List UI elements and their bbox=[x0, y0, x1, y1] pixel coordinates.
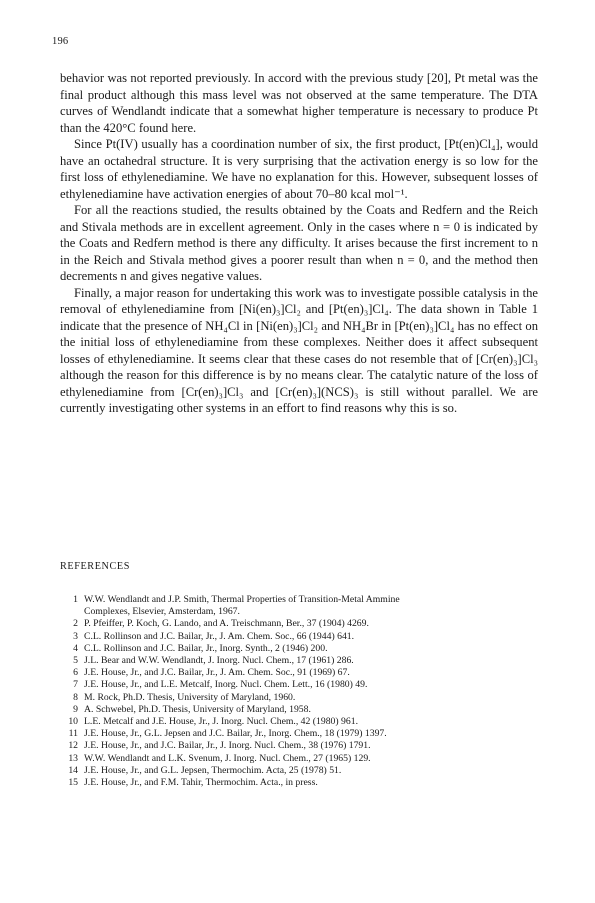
reference-item bbox=[58, 692, 540, 704]
reference-text: J.E. House, Jr., and J.C. Bailar, Jr., J. Inorg. Nucl. Chem., 38 (1976) 1791. bbox=[84, 740, 371, 752]
reference-number: 13 bbox=[68, 752, 78, 764]
reference-item bbox=[58, 777, 540, 789]
reference-text: W.W. Wendlandt and L.K. Svenum, J. Inorg. Nucl. Chem., 27 (1965) 129. bbox=[84, 752, 371, 764]
reference-number: 5 bbox=[73, 655, 78, 667]
reference-item bbox=[58, 679, 540, 691]
reference-item bbox=[58, 631, 540, 643]
reference-number: 3 bbox=[73, 630, 78, 642]
reference-item bbox=[58, 728, 540, 740]
reference-item bbox=[58, 704, 540, 716]
reference-text bbox=[84, 594, 540, 618]
paragraph: Since Pt(IV) usually has a coordination number of six, the first product, [Pt(en)Cl₄], would have an octahedral structure. It is very surprising that the activation energy is so low for the first loss of ethylenediamine. We have no explanation for this. However, subsequent losses of ethylenediamine have activation energies of about 70–80 kcal mol⁻¹. bbox=[60, 137, 538, 201]
reference-line: Complexes, Elsevier, Amsterdam, 1967. bbox=[84, 606, 240, 618]
reference-number: 2 bbox=[73, 618, 78, 630]
reference-text: A. Schwebel, Ph.D. Thesis, University of Maryland, 1958. bbox=[84, 703, 311, 715]
reference-list bbox=[58, 594, 540, 789]
references-heading: REFERENCES bbox=[60, 561, 130, 572]
reference-item bbox=[58, 740, 540, 752]
reference-number: 8 bbox=[73, 691, 78, 703]
reference-item bbox=[58, 594, 540, 618]
reference-item bbox=[58, 667, 540, 679]
reference-text: L.E. Metcalf and J.E. House, Jr., J. Inorg. Nucl. Chem., 42 (1980) 961. bbox=[84, 716, 358, 728]
reference-text: J.E. House, Jr., G.L. Jepsen and J.C. Bailar, Jr., Inorg. Chem., 18 (1979) 1397. bbox=[84, 728, 387, 740]
reference-text: C.L. Rollinson and J.C. Bailar, Jr., Inorg. Synth., 2 (1946) 200. bbox=[84, 642, 328, 654]
paragraph: Finally, a major reason for undertaking this work was to investigate possible catalysis in the removal of ethylenediamine from [Ni(en)₃]Cl₂ and [Pt(en)₃]Cl₄. The data shown in Table 1 indicate that the presence of NH₄Cl in [Ni(en)₃]Cl₂ and NH₄Br in [Pt(en)₃]Cl₄ has no effect on the initial loss of ethylenediamine from these complexes. Neither does it affect subsequent losses of ethylenediamine. It seems clear that these cases do not resemble that of [Cr(en)₃]Cl₃ although the reason for this difference is by no means clear. The catalytic nature of the loss of ethylenediamine from [Cr(en)₃]Cl₃ and [Cr(en)₃](NCS)₃ is still without parallel. We are currently investigating other systems in an effort to find reasons why this is so. bbox=[60, 285, 538, 415]
reference-item bbox=[58, 765, 540, 777]
reference-item bbox=[58, 643, 540, 655]
reference-text: J.E. House, Jr., and L.E. Metcalf, Inorg. Nucl. Chem. Lett., 16 (1980) 49. bbox=[84, 679, 368, 691]
reference-text: J.E. House, Jr., and F.M. Tahir, Thermochim. Acta., in press. bbox=[84, 777, 318, 789]
paragraph: behavior was not reported previously. In accord with the previous study [20], Pt metal was the final product although this mass level was not observed at the same temperature. The DTA curves of Wendlandt indicate that a somewhat higher temperature is necessary to produce Pt than the 420°C found here. bbox=[60, 71, 538, 135]
reference-text: P. Pfeiffer, P. Koch, G. Lando, and A. Treischmann, Ber., 37 (1904) 4269. bbox=[84, 618, 369, 630]
reference-item bbox=[58, 753, 540, 765]
reference-number: 11 bbox=[68, 728, 78, 740]
paragraph: For all the reactions studied, the results obtained by the Coats and Redfern and the Reich and Stivala methods are in excellent agreement. Only in the cases where n = 0 is indicated by the Coats and Redfern method is there any difficulty. It arises because the first increment to n in the Reich and Stivala method gives a poorer result than when n = 0, and the method then decrements n and gives negative values. bbox=[60, 203, 538, 283]
reference-item bbox=[58, 618, 540, 630]
page-number: 196 bbox=[52, 36, 69, 47]
reference-item bbox=[58, 716, 540, 728]
reference-text: J.E. House, Jr., and J.C. Bailar, Jr., J. Am. Chem. Soc., 91 (1969) 67. bbox=[84, 667, 350, 679]
reference-number: 10 bbox=[68, 716, 78, 728]
reference-number: 6 bbox=[73, 667, 78, 679]
reference-line: W.W. Wendlandt and J.P. Smith, Thermal Properties of Transition-Metal Ammine bbox=[84, 594, 400, 605]
reference-text: J.E. House, Jr., and G.L. Jepsen, Thermochim. Acta, 25 (1978) 51. bbox=[84, 764, 342, 776]
reference-number: 7 bbox=[73, 679, 78, 691]
reference-text: M. Rock, Ph.D. Thesis, University of Maryland, 1960. bbox=[84, 691, 296, 703]
reference-item bbox=[58, 655, 540, 667]
reference-text: J.L. Bear and W.W. Wendlandt, J. Inorg. Nucl. Chem., 17 (1961) 286. bbox=[84, 655, 354, 667]
reference-number: 4 bbox=[73, 642, 78, 654]
reference-number: 9 bbox=[73, 703, 78, 715]
reference-number: 14 bbox=[68, 764, 78, 776]
reference-number: 1 bbox=[73, 594, 78, 605]
reference-number: 12 bbox=[68, 740, 78, 752]
reference-number: 15 bbox=[68, 777, 78, 789]
reference-text: C.L. Rollinson and J.C. Bailar, Jr., J. Am. Chem. Soc., 66 (1944) 641. bbox=[84, 630, 355, 642]
body-text bbox=[60, 70, 538, 417]
